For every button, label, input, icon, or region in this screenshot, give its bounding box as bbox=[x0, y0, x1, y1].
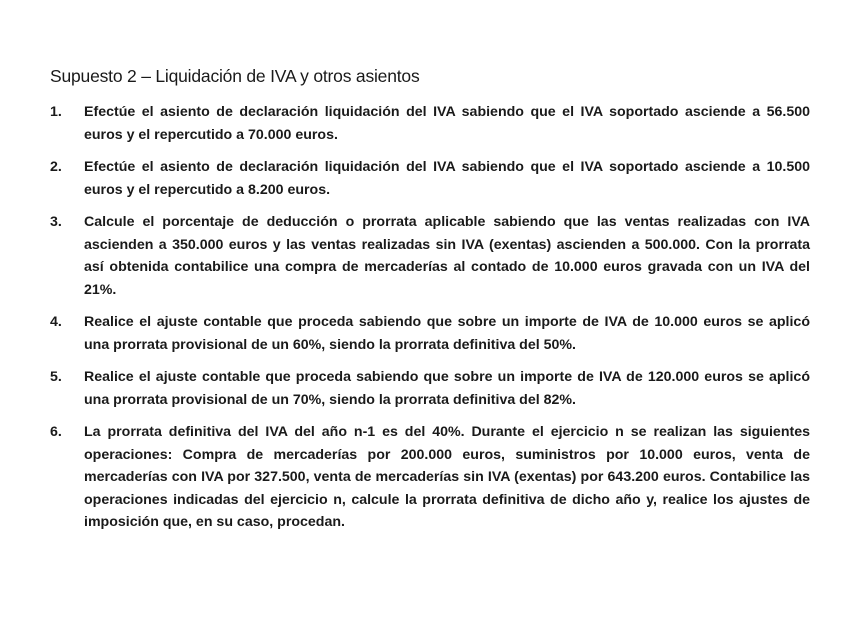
list-item-text: Efectúe el asiento de declaración liquidación del IVA sabiendo que el IVA soportado asciende a 56.500 euros y el repercutido a 70.000 euros. bbox=[84, 104, 810, 143]
list-item bbox=[50, 311, 810, 356]
list-item-text: Calcule el porcentaje de deducción o prorrata aplicable sabiendo que las ventas realizadas con IVA ascienden a 350.000 euros y las ventas realizadas sin IVA (exentas) ascienden a 500.000. Con la prorrata así obtenida contabilice una compra de mercaderías al contado de 10.000 euros gravada con un IVA del 21%. bbox=[84, 214, 810, 298]
list-item-text: Efectúe el asiento de declaración liquidación del IVA sabiendo que el IVA soportado asciende a 10.500 euros y el repercutido a 8.200 euros. bbox=[84, 159, 810, 198]
list-item bbox=[50, 101, 810, 146]
list-item-text: La prorrata definitiva del IVA del año n-1 es del 40%. Durante el ejercicio n se realizan las siguientes operaciones: Compra de mercaderías por 200.000 euros, suministros por 10.000 euros, venta de mercaderías con IVA por 327.500, venta de mercaderías sin IVA (exentas) por 643.200 euros. Contabilice las operaciones indicadas del ejercicio n, calcule la prorrata definitiva de dicho año y, realice los ajustes de imposición que, en su caso, procedan. bbox=[84, 424, 810, 530]
list-item-text: Realice el ajuste contable que proceda sabiendo que sobre un importe de IVA de 120.000 euros se aplicó una prorrata provisional de un 70%, siendo la prorrata definitiva del 82%. bbox=[84, 369, 810, 408]
list-item-number: 1. bbox=[50, 104, 62, 120]
list-item-number: 2. bbox=[50, 159, 62, 175]
list-item-number: 3. bbox=[50, 214, 62, 230]
list-item-text: Realice el ajuste contable que proceda sabiendo que sobre un importe de IVA de 10.000 euros se aplicó una prorrata provisional de un 60%, siendo la prorrata definitiva del 50%. bbox=[84, 314, 810, 353]
list-item bbox=[50, 211, 810, 301]
exercise-list bbox=[50, 101, 810, 544]
page-title: Supuesto 2 – Liquidación de IVA y otros asientos bbox=[50, 66, 420, 86]
list-item bbox=[50, 366, 810, 411]
list-item-number: 4. bbox=[50, 314, 62, 330]
list-item bbox=[50, 156, 810, 201]
list-item bbox=[50, 421, 810, 534]
list-item-number: 5. bbox=[50, 369, 62, 385]
list-item-number: 6. bbox=[50, 424, 62, 440]
